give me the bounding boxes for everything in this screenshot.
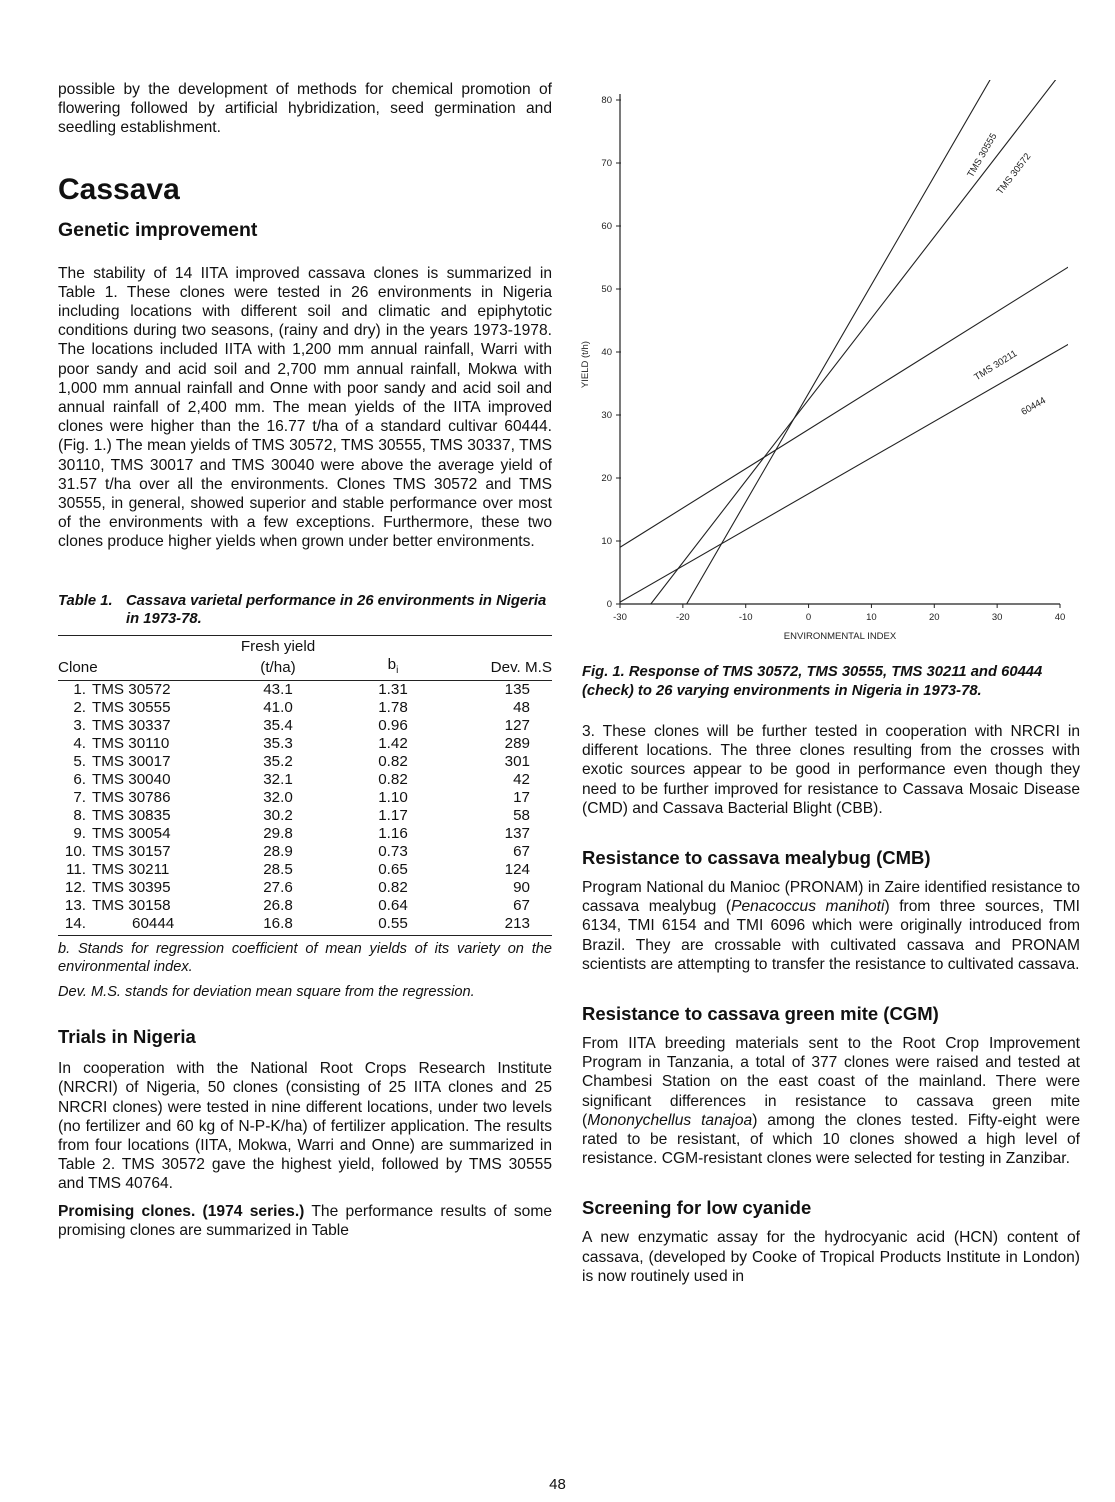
header-yield-top: Fresh yield — [240, 637, 316, 655]
intro-paragraph: possible by the development of methods for chemical promotion of flowering followed by artificial hybridization, seed germination and seedling establishment. — [58, 81, 552, 137]
cell-yield: 41.0 — [263, 698, 293, 716]
table-row — [58, 915, 552, 933]
cmb-paragraph: Program National du Manioc (PRONAM) in Zaire identified resistance to cassava mealybug (Penacoccus manihoti) from three sources, TMI 6134, TMI 6154 and TMI 6096 which were originally introduced from Brazil. They are crossable with cultivated cassava and PRONAM scientists are attempting to transfer the resistance to cultivated cassava. — [582, 879, 1080, 973]
cell-yield: 35.2 — [263, 752, 293, 770]
series-label: TMS 30555 — [965, 131, 1000, 180]
table-caption-label: Table 1. — [58, 592, 113, 609]
y-tick-label: 10 — [601, 536, 612, 547]
cell-b: 1.17 — [378, 806, 408, 824]
left-column — [58, 80, 552, 1240]
table-row — [58, 789, 552, 807]
cell-clone: 1. TMS 30572 — [73, 680, 171, 698]
series-label: 60444 — [1019, 395, 1048, 418]
cell-dev: 67 — [513, 842, 530, 860]
table-row — [58, 680, 552, 699]
cell-dev: 17 — [513, 788, 530, 806]
series-line — [620, 264, 1073, 547]
table-row — [58, 807, 552, 825]
continued-paragraph: 3. These clones will be further tested in cooperation with NRCRI in different locations. The three clones resulting from the crosses with exotic sources appear to be good in performance even though they need to be further improved for resistance to Cassava Mosaic Disease (CMD) and Cassava Bacterial Blight (CBB). — [582, 723, 1080, 817]
subsection-title: Genetic improvement — [58, 218, 258, 241]
cgm-paragraph: From IITA breeding materials sent to the Root Crop Improvement Program in Tanzania, a total of 377 clones were raised and tested at Chambesi Station on the east coast of the mainland. There were significant differences in resistance to cassava green mite (Mononychellus tanajoa) among the clones tested. Fifty-eight were rated to be resistant, of which 10 clones showed a high level of resistance. CGM-resistant clones were selected for testing in Zanzibar. — [582, 1035, 1080, 1168]
series-line — [620, 342, 1073, 602]
cell-yield: 26.8 — [263, 896, 293, 914]
promising-label: Promising clones. (1974 series.) — [58, 1202, 305, 1220]
x-tick-label: -20 — [675, 612, 690, 623]
cell-dev: 127 — [504, 716, 530, 734]
x-tick-label: -30 — [613, 612, 627, 623]
y-tick-label: 80 — [601, 95, 612, 106]
cell-dev: 213 — [504, 914, 530, 932]
x-tick-label: 10 — [866, 612, 877, 623]
cell-b: 0.55 — [378, 914, 408, 932]
cell-clone: 5. TMS 30017 — [73, 752, 171, 770]
cell-b: 1.78 — [378, 698, 408, 716]
cell-b: 0.82 — [378, 878, 408, 896]
genetic-improvement-paragraph: The stability of 14 IITA improved cassava clones is summarized in Table 1. These clones were tested in 26 environments in Nigeria including locations with different soil and climatic and epiphytotic conditions during two seasons, (rainy and dry) in the years 1973-1978. The locations included IITA with 1,200 mm annual rainfall, Warri with poor sandy and acid soil and 2,700 mm annual rainfall, Mokwa with 1,000 mm annual rainfall and Onne with poor sandy and acid soil and annual rainfall of 2,400 mm. The mean yields of the IITA improved clones were higher than the 16.77 t/ha of a standard cultivar 60444. (Fig. 1.) The mean yields of TMS 30572, TMS 30555, TMS 30337, TMS 30110, TMS 30017 and TMS 30040 were above the average yield of 31.57 t/ha over all the environments. Clones TMS 30572 and TMS 30555, in general, showed superior and stable performance over most of the environments with a few exceptions. Furthermore, these two clones produce higher yields when grown under better environments. — [58, 264, 552, 551]
figure-caption: Fig. 1. Response of TMS 30572, TMS 30555, TMS 30211 and 60444 (check) to 26 varying environments in Nigeria in 1973-78. — [582, 664, 1043, 699]
y-tick-label: 70 — [601, 158, 612, 169]
cell-yield: 32.0 — [263, 788, 293, 806]
table-row — [58, 753, 552, 771]
promising-text: The performance results of some promising clones are summarized in Table — [58, 1202, 552, 1239]
cell-yield: 32.1 — [263, 770, 293, 788]
table-row — [58, 771, 552, 789]
y-tick-label: 50 — [601, 284, 612, 295]
cell-clone: 4. TMS 30110 — [73, 734, 170, 752]
cell-yield: 35.4 — [263, 716, 293, 734]
x-tick-label: 0 — [805, 612, 812, 623]
cell-yield: 43.1 — [263, 680, 293, 698]
table-row — [58, 717, 552, 735]
y-tick-label: 30 — [601, 410, 612, 421]
cell-dev: 42 — [513, 770, 530, 788]
series-line — [651, 66, 1066, 604]
table-row — [58, 825, 552, 843]
cell-dev: 58 — [513, 806, 530, 824]
header-dev: Dev. M.S — [490, 658, 552, 676]
varietal-performance-table — [58, 635, 552, 933]
table-row — [58, 735, 552, 753]
cell-clone: 13. TMS 30158 — [64, 896, 171, 914]
cell-b: 0.64 — [378, 896, 408, 914]
cell-b: 0.82 — [378, 770, 408, 788]
table-note-b: b. Stands for regression coefficient of mean yields of its variety on the environmental index. — [58, 940, 552, 976]
cell-yield: 28.5 — [263, 860, 293, 878]
cell-dev: 124 — [504, 860, 530, 878]
cell-clone: 2. TMS 30555 — [73, 698, 171, 716]
cell-b: 1.31 — [378, 680, 408, 698]
cell-yield: 35.3 — [263, 734, 293, 752]
cell-dev: 289 — [504, 734, 530, 752]
cell-clone: 7. TMS 30786 — [73, 788, 171, 806]
response-chart — [582, 80, 1080, 655]
cmb-title: Resistance to cassava mealybug (CMB) — [582, 847, 931, 869]
x-tick-label: 40 — [1054, 612, 1066, 623]
cgm-species: Mononychellus tanajoa — [587, 1111, 753, 1129]
table-caption-text: Cassava varietal performance in 26 environments in Nigeria in 1973-78. — [126, 592, 547, 628]
cell-clone: 14. 60444 — [64, 914, 175, 932]
cell-b: 1.16 — [378, 824, 408, 842]
y-tick-label: 20 — [601, 473, 612, 484]
table-row — [58, 861, 552, 879]
cell-yield: 16.8 — [263, 914, 293, 932]
x-tick-label: 20 — [928, 612, 940, 623]
table-row — [58, 699, 552, 717]
y-tick-label: 40 — [601, 347, 612, 358]
header-clone: Clone — [58, 658, 98, 676]
table-body — [58, 680, 552, 933]
cell-dev: 48 — [513, 698, 530, 716]
table-row — [58, 897, 552, 915]
cgm-title: Resistance to cassava green mite (CGM) — [582, 1003, 939, 1025]
promising-paragraph — [58, 1202, 552, 1240]
y-tick-label: 0 — [606, 599, 612, 610]
cell-b: 1.42 — [378, 734, 408, 752]
cell-clone: 10. TMS 30157 — [64, 842, 171, 860]
cell-clone: 11. TMS 30211 — [66, 860, 170, 878]
table-caption — [58, 592, 552, 629]
cell-yield: 30.2 — [263, 806, 293, 824]
header-b: $b_i$ — [387, 655, 399, 676]
y-tick-label: 60 — [601, 221, 612, 232]
x-tick-label: -10 — [738, 612, 753, 623]
cell-b: 1.10 — [378, 788, 408, 806]
page-number: 48 — [549, 1476, 566, 1493]
cell-dev: 90 — [513, 878, 530, 896]
cell-dev: 67 — [513, 896, 530, 914]
cell-clone: 8. TMS 30835 — [73, 806, 171, 824]
x-axis-label: ENVIRONMENTAL INDEX — [783, 631, 897, 642]
cell-yield: 28.9 — [263, 842, 293, 860]
trials-paragraph: In cooperation with the National Root Crops Research Institute (NRCRI) of Nigeria, 50 clones (consisting of 25 IITA clones and 25 NRCRI clones) were tested in nine different locations, under two levels (no fertilizer and 60 kg of N-P-K/ha) of fertilizer application. The results from four locations (IITA, Mokwa, Warri and Onne) are summarized in Table 2. TMS 30572 gave the highest yield, followed by TMS 30555 and TMS 40764. — [58, 1060, 552, 1193]
cell-clone: 9. TMS 30054 — [73, 824, 171, 842]
cell-yield: 27.6 — [263, 878, 293, 896]
table-note-dev: Dev. M.S. stands for deviation mean square from the regression. — [58, 983, 475, 1000]
cell-dev: 135 — [504, 680, 530, 698]
series-line — [687, 0, 1067, 604]
cyanide-title: Screening for low cyanide — [582, 1197, 812, 1219]
series-label: TMS 30211 — [972, 348, 1020, 384]
section-title: Cassava — [58, 172, 180, 206]
table-row — [58, 843, 552, 861]
cell-dev: 137 — [504, 824, 530, 842]
cell-clone: 6. TMS 30040 — [73, 770, 171, 788]
header-yield-bottom: (t/ha) — [260, 658, 296, 676]
cell-b: 0.82 — [378, 752, 408, 770]
cell-clone: 12. TMS 30395 — [64, 878, 171, 896]
y-axis-label: YIELD (t/h) — [580, 341, 591, 389]
right-column — [582, 80, 1080, 1286]
series-label: TMS 30572 — [994, 151, 1034, 197]
cyanide-paragraph: A new enzymatic assay for the hydrocyanic acid (HCN) content of cassava, (developed by Cooke of Tropical Products Institute in London) is now routinely used in — [582, 1229, 1080, 1285]
trials-title: Trials in Nigeria — [58, 1026, 196, 1048]
cell-yield: 29.8 — [263, 824, 293, 842]
cell-b: 0.96 — [378, 716, 408, 734]
x-tick-label: 30 — [991, 612, 1003, 623]
cell-b: 0.73 — [378, 842, 408, 860]
table-row — [58, 879, 552, 897]
cell-clone: 3. TMS 30337 — [73, 716, 171, 734]
cell-b: 0.65 — [378, 860, 408, 878]
cell-dev: 301 — [504, 752, 530, 770]
cmb-species: Penacoccus manihoti — [731, 898, 885, 916]
